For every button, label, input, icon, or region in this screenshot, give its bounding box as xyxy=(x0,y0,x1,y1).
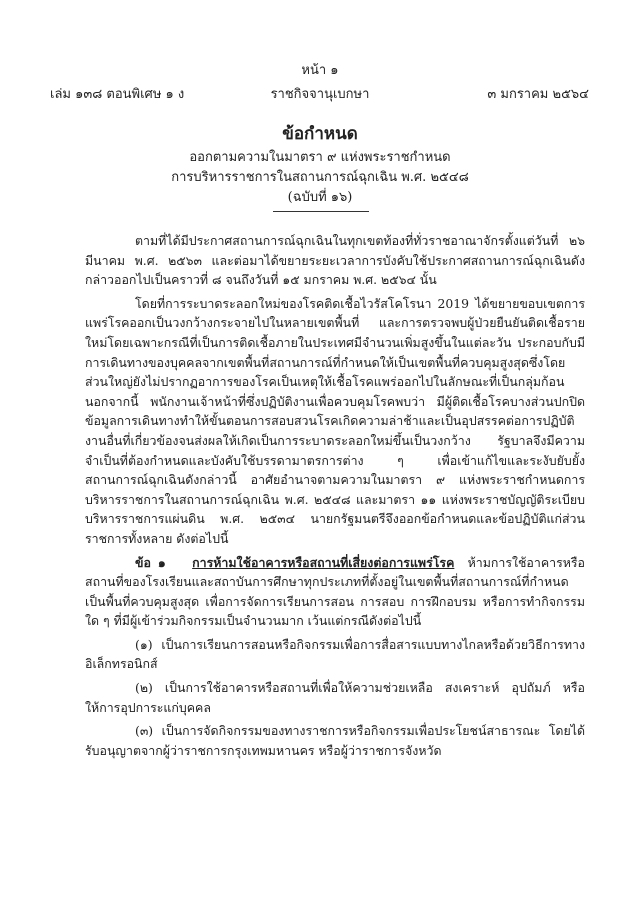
article-1-title: การห้ามใช้อาคารหรือสถานที่เสี่ยงต่อการแพร่โรค xyxy=(192,554,455,570)
paragraph-preamble: ตามที่ได้มีประกาศสถานการณ์ฉุกเฉินในทุกเขตท้องที่ทั่วราชอาณาจักรตั้งแต่วันที่ ๒๖ มีนาคม พ.ศ. ๒๕๖๓ และต่อมาได้ขยายระยะเวลาการบังคับใช้ประกาศสถานการณ์ฉุกเฉินดังกล่าวออกไปเป็นคราวที่ ๘ จนถึงวันที่ ๑๕ มกราคม พ.ศ. ๒๕๖๔ นั้น xyxy=(85,233,585,288)
article-1-number: ข้อ ๑ xyxy=(135,554,166,570)
page-number: หน้า ๑ xyxy=(301,63,339,78)
article-1-item-1: (๑) เป็นการเรียนการสอนหรือกิจกรรมเพื่อการสื่อสารแบบทางไกลหรือด้วยวิธีการทางอิเล็กทรอนิกส์ xyxy=(85,636,585,672)
volume-issue: เล่ม ๑๓๘ ตอนพิเศษ ๑ ง xyxy=(50,87,185,102)
document-body xyxy=(85,231,585,760)
subtitle-line-1: ออกตามความในมาตรา ๙ แห่งพระราชกำหนด xyxy=(189,150,451,165)
gazette-name: ราชกิจจานุเบกษา xyxy=(270,87,370,102)
article-1-item-3: (๓) เป็นการจัดกิจกรรมของทางราชการหรือกิจกรรมเพื่อประโยชน์สาธารณะ โดยได้รับอนุญาตจากผู้ว่าราชการกรุงเทพมหานคร หรือผู้ว่าราชการจังหวัด xyxy=(85,723,585,758)
document-title: ข้อกำหนด xyxy=(282,124,358,144)
publication-date: ๓ มกราคม ๒๕๖๔ xyxy=(487,87,589,102)
edition-label: (ฉบับที่ ๑๖) xyxy=(287,190,353,205)
subtitle-line-2: การบริหารราชการในสถานการณ์ฉุกเฉิน พ.ศ. ๒๕๔๘ xyxy=(171,170,469,185)
paragraph-rationale: โดยที่การระบาดระลอกใหม่ของโรคติดเชื้อไวรัสโคโรนา 2019 ได้ขยายขอบเขตการแพร่โรคออกเป็นวงกว้างกระจายไปในหลายเขตพื้นที่ และการตรวจพบผู้ป่วยยืนยันติดเชื้อรายใหม่โดยเฉพาะกรณีที่เป็นการติดเชื้อภายในประเทศมีจำนวนเพิ่มสูงขึ้นในแต่ละวัน ประกอบกับมีการเดินทางของบุคคลจากเขตพื้นที่สถานการณ์ที่กำหนดให้เป็นเขตพื้นที่ควบคุมสูงสุดซึ่งโดยส่วนใหญ่ยังไม่ปรากฏอาการของโรคเป็นเหตุให้เชื้อโรคแพร่ออกไปในลักษณะที่เป็นกลุ่มก้อน นอกจากนี้ พนักงานเจ้าหน้าที่ซึ่งปฏิบัติงานเพื่อควบคุมโรคพบว่า มีผู้ติดเชื้อโรคบางส่วนปกปิดข้อมูลการเดินทางทำให้ขั้นตอนการสอบสวนโรคเกิดความล่าช้าและเป็นอุปสรรคต่อการปฏิบัติงานอื่นที่เกี่ยวข้องจนส่งผลให้เกิดเป็นการระบาดระลอกใหม่ขึ้นเป็นวงกว้าง รัฐบาลจึงมีความจำเป็นที่ต้องกำหนดและบังคับใช้บรรดามาตรการต่าง ๆ เพื่อเข้าแก้ไขและระงับยับยั้งสถานการณ์ฉุกเฉินดังกล่าวนี้ อาศัยอำนาจตามความในมาตรา ๙ แห่งพระราชกำหนดการบริหารราชการในสถานการณ์ฉุกเฉิน พ.ศ. ๒๕๔๘ และมาตรา ๑๑ แห่งพระราชบัญญัติระเบียบบริหารราชการแผ่นดิน พ.ศ. ๒๕๓๔ นายกรัฐมนตรีจึงออกข้อกำหนดและข้อปฏิบัติแก่ส่วนราชการทั้งหลาย ดังต่อไปนี้ xyxy=(85,295,585,546)
article-1-text: ห้ามการใช้อาคารหรือสถานที่ของโรงเรียนและสถาบันการศึกษาทุกประเภทที่ตั้งอยู่ในเขตพื้นที่สถานการณ์ที่กำหนดเป็นพื้นที่ควบคุมสูงสุด เพื่อการจัดการเรียนการสอน การสอบ การฝึกอบรม หรือการทำกิจกรรมใด ๆ ที่มีผู้เข้าร่วมกิจกรรมเป็นจำนวนมาก เว้นแต่กรณีดังต่อไปนี้ xyxy=(85,554,585,629)
article-1 xyxy=(85,553,585,631)
title-divider xyxy=(273,211,369,212)
article-1-item-2: (๒) เป็นการใช้อาคารหรือสถานที่เพื่อให้ความช่วยเหลือ สงเคราะห์ อุปถัมภ์ หรือให้การอุปการะแก่บุคคล xyxy=(85,680,585,715)
